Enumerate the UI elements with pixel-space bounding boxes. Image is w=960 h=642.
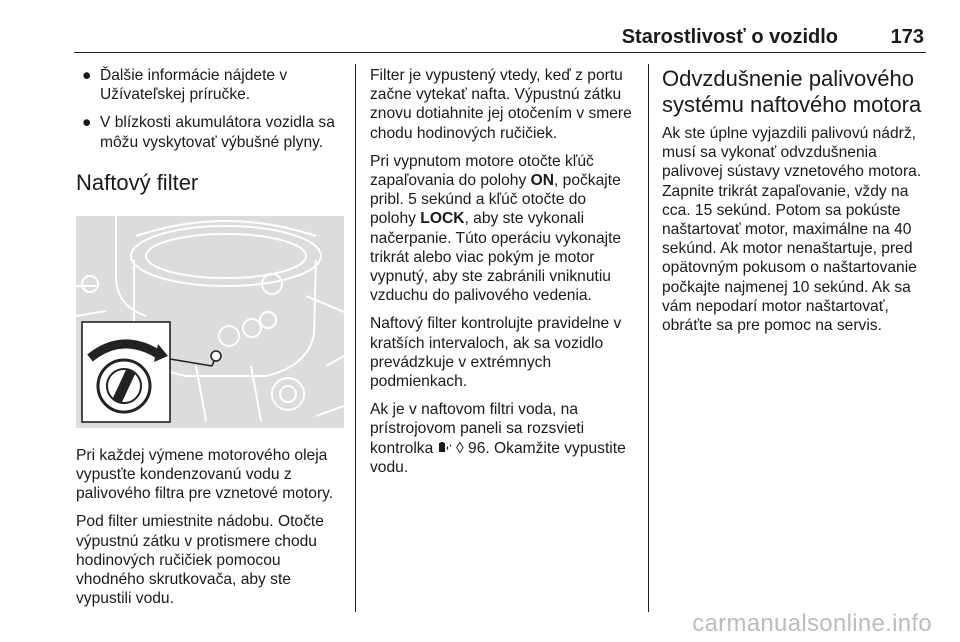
paragraph [370,400,636,477]
watermark: carmanualsonline.info [692,610,932,637]
bullet-text: Ďalšie informácie nájdete v Užívateľskej príručke. [100,67,288,104]
drain-plug-drawing [76,216,344,428]
bullet-item [76,66,344,104]
paragraph: Ak ste úplne vyjazdili palivovú nádrž, musí sa vykonať odvzdušnenia palivovej sústavy vznetového motora. Zapnite trikrát zapaľovanie, vždy na cca. 15 sekúnd. Potom sa pokúste naštartovať motor, maximálne na 40 sekúnd. Ak motor nenaštartuje, pred opätovným pokusom o naštartovanie počkajte najmenej 10 sekúnd. Ak sa vám nepodarí motor naštartovať, obráťte sa pre pomoc na servis. [662,125,922,335]
bullet-text: V blízkosti akumulátora vozidla sa môžu vyskytovať výbušné plyny. [100,114,335,151]
paragraph: Naftový filter kontrolujte pravidelne v kratších intervaloch, ak sa vozidlo prevádzkuje v extrémnych podmienkach. [370,315,622,391]
text-run: . Okamžite vypustite vodu. [370,439,626,476]
bullet-item [76,113,344,151]
paragraph: Pri každej výmene motorového oleja vypusťte kondenzovanú vodu z palivového filtra pre vznetové motory. [76,446,334,503]
section-heading-diesel-filter: Naftový filter [76,169,199,195]
column-divider [648,64,649,612]
page-ref-link[interactable]: 96 [468,439,486,457]
paragraph: Pod filter umiestnite nádobu. Otočte výpustnú zátku v protismere chodu hodinových ručičiek pomocou vhodného skrutkovača, aby ste vypustili vodu. [76,513,324,608]
diesel-filter-illustration [76,216,344,428]
paragraph [370,152,636,306]
page-ref-symbol: ◊ [455,439,464,457]
header-title: Starostlivosť o vozidlo [621,26,838,48]
bullet-symbol: ● [82,67,92,84]
column-1 [76,66,344,617]
column-3 [662,66,928,344]
bullet-symbol: ● [82,114,92,132]
water-in-fuel-icon [438,441,452,454]
key-position-lock: LOCK [420,210,465,228]
page-header [74,24,926,53]
key-position-on: ON [530,172,554,190]
text-run: , aby ste vykonali načerpanie. Túto operáciu vykonajte trikrát alebo viac pokým je motor vypnutý, aby ste zabránili vniknutiu vzduchu do palivového vedenia. [370,210,622,305]
section-heading-fuel-venting: Odvzdušnenie palivového systému naftového motora [662,66,922,117]
column-2 [370,66,636,486]
text-run: Ak je v naftovom filtri voda, na prístrojovom paneli sa rozsvieti kontrolka [370,401,585,457]
paragraph: Filter je vypustený vtedy, keď z portu začne vytekať nafta. Výpustnú zátku znovu dotiahnite jej otočením v smere chodu hodinových ručičiek. [370,67,632,142]
text-run: Pri vypnutom motore otočte kľúč zapaľovania do polohy [370,152,594,190]
column-divider [355,64,356,612]
text-run: , počkajte pribl. 5 sekúnd a kľúč otočte do polohy [370,172,621,228]
page-number: 173 [890,26,924,48]
